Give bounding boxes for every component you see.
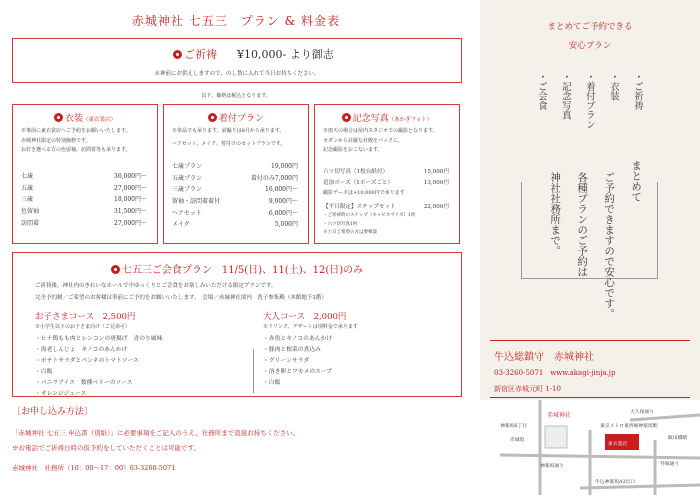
- plan-heading: まとめてご予約できる 安心プラン: [547, 22, 633, 51]
- price-row: 五歳 27,000円～: [21, 184, 147, 192]
- message-line: 神社社務所まで。: [549, 172, 562, 256]
- dressing-notes: [172, 127, 302, 149]
- costume-box: [12, 104, 158, 244]
- kids-course-note: ※小学生以下のお子さま向け（ご兄弟可）: [35, 324, 131, 330]
- apply-instruction: 「赤城神社 七五三 申込書（別紙）」に必要事項をご記入のうえ、社務所まで直接お持ちください。: [12, 429, 300, 437]
- shrine-mark-icon: [111, 265, 120, 274]
- map-roads: [480, 400, 700, 495]
- party-plan-box: [12, 252, 462, 397]
- dressing-price-list: [172, 161, 298, 231]
- price-row: 撮影データは+10,000円で承ります: [323, 189, 405, 196]
- price-row: 五歳プラン 着付のみ7,000円: [172, 174, 298, 182]
- plan-item: ・ご祈祷: [631, 72, 643, 110]
- info-panel: [480, 0, 700, 495]
- photo-title: 記念写真: [352, 114, 389, 124]
- message-line: 各種プランのご予約は: [576, 172, 589, 277]
- kito-heading: [173, 46, 334, 62]
- menu-item: ・オレンジジュース: [35, 391, 87, 397]
- photo-heading: [315, 111, 459, 124]
- menu-item: ・ポテトサラダとペンネのトマトソース: [35, 358, 139, 364]
- apply-phone-note: ※お電話でご祈祷日時の仮予約をしていただくことは可能です。: [12, 444, 200, 452]
- shrine-contact: 03-3260-5071 www.akagi-jinja.jp: [494, 369, 616, 377]
- costume-title: 衣装: [64, 114, 83, 124]
- adult-course-menu: [263, 334, 332, 389]
- map-label: 飯田橋駅: [668, 436, 688, 441]
- shrine-address: 新宿区赤城元町 1-10: [494, 385, 561, 393]
- price-row: 七歳プラン 19,000円: [172, 163, 298, 170]
- map-label: 外堀通り: [660, 462, 680, 467]
- divider: [490, 340, 690, 341]
- adult-course-note: ※ドリンク、デザートは別料金で承ります: [263, 324, 358, 330]
- map-label: 牛込神楽坂A3出口: [595, 480, 636, 485]
- menu-item: ・バニラアイス 数種ベリーのソース: [35, 380, 133, 386]
- party-description: ご祈祷後、神社内のきれいなホールで中ゆっくりとご会食をお楽しみいただける限定プランです。 完全予約制／ご希望のお客様は事前にご予約をお願いいたします。 会場／赤城神社境内 洗子参集殿（本館地下1階）: [35, 283, 327, 302]
- course-divider: [253, 349, 254, 393]
- limited-notes: ・ご祈祷時のスナップ（キャビネサイズ）1枚 ・六ツ切写真1枚 ※土日ご希望の方は要相談: [323, 213, 416, 235]
- kito-label: ご祈祷: [184, 48, 217, 61]
- divider: [490, 397, 690, 398]
- shrine-name: 牛込総鎮守 赤城神社: [494, 352, 594, 363]
- menu-item: ・海老しんじょ キノコのあんかけ: [35, 347, 128, 353]
- photo-box: [314, 104, 460, 244]
- price-row: 色留袖 31,500円～: [21, 208, 147, 216]
- costume-notes: [21, 127, 151, 156]
- price-row: ヘアセット 6,000円～: [172, 209, 298, 217]
- dressing-heading: [164, 111, 308, 124]
- photo-note: セダンから荘厳な社殿をバックに、: [323, 137, 404, 144]
- menu-item: ・グリーンサラダ: [263, 358, 310, 364]
- message-line: ご予約できますので安心です。: [603, 172, 616, 319]
- party-heading: [13, 261, 461, 276]
- map-label: 東衣裳店: [608, 442, 628, 447]
- plan-item: ・ご会食: [535, 72, 547, 110]
- limited-row: 【平日限定】ステップセット 22,000円: [323, 203, 449, 210]
- map-label: 神楽坂通り: [540, 464, 564, 469]
- menu-item: ・豚肉と根菜の煮込み: [263, 347, 321, 353]
- tax-note: 以下、価格は税込となります。: [201, 93, 271, 99]
- photo-notes: [323, 127, 453, 156]
- dressing-box: [163, 104, 309, 244]
- costume-note: お好き選べる方の色留袖、訪問着等も承ります。: [21, 147, 131, 153]
- menu-item: ・白飯: [263, 380, 281, 386]
- message-line: まとめて: [630, 160, 643, 202]
- dressing-note: ※単品でも承ります。前撮りは8月から承ります。: [172, 128, 285, 134]
- photo-subtitle: （あかぎフォト）: [388, 117, 433, 123]
- map-label: 東京メトロ東西線神楽坂駅: [600, 424, 658, 429]
- dressing-note: ヘアセット、メイク、着付けのセットプランです。: [172, 140, 286, 147]
- price-row: 六ツ切写真（1枚台紙付） 15,000円: [323, 169, 449, 175]
- plan-item: ・着付プラン: [583, 72, 595, 129]
- price-row: メイク 5,000円: [172, 221, 298, 229]
- adult-course-title: 大人コース 2,000円: [263, 312, 347, 322]
- apply-office-contact: 赤城神社 社務所（10：00～17：00）03-3260-5071: [12, 464, 176, 472]
- photo-note: 記念撮影をおこないます。: [323, 147, 383, 153]
- menu-item: ・白飯: [35, 369, 53, 375]
- price-row: 七歳 36,000円～: [21, 173, 147, 180]
- shrine-mark-icon: [342, 113, 351, 122]
- price-row: 留袖・訪問着着付 9,000円～: [172, 198, 298, 206]
- plan-item: ・記念写真: [559, 72, 571, 120]
- costume-note: 赤城神社限定の特別価格です。: [21, 137, 91, 144]
- plan-item: ・衣装: [607, 72, 619, 101]
- map-label: 赤城坂: [510, 438, 525, 443]
- dressing-title: 着付プラン: [218, 114, 264, 124]
- costume-price-list: [21, 171, 147, 229]
- menu-item: ・ヒナ鶏もも肉とレンコンの唐揚げ 青のり風味: [35, 336, 163, 342]
- map-label: 神楽坂6丁目: [500, 424, 528, 429]
- price-row: 追加ポーズ（1ポーズごと） 13,000円: [323, 179, 449, 186]
- costume-subtitle: （東衣裳店）: [83, 117, 117, 123]
- menu-item: ・溶き卵とワカメのスープ: [263, 369, 332, 375]
- costume-note: ※事前に東衣裳店へご予約をお願いいたします。: [21, 128, 131, 134]
- party-title: 七五三ご会食プラン 11/5(日)、11(土)、12(日)のみ: [121, 265, 364, 276]
- shrine-mark-icon: [54, 113, 63, 122]
- price-row: 三歳プラン 16,000円～: [172, 186, 298, 194]
- menu-item: ・赤魚とキノコのあんかけ: [263, 336, 333, 342]
- kids-course-title: お子さまコース 2,500円: [35, 312, 136, 322]
- apply-heading: 〔お申し込み方法〕: [12, 407, 94, 417]
- price-row: 三歳 18,000円～: [21, 196, 147, 204]
- map-shrine-label: 赤城神社: [547, 412, 572, 419]
- shrine-mark-icon: [173, 50, 182, 59]
- costume-heading: [13, 111, 157, 124]
- kito-note: ※神前にお供えしますので、のし袋に入れて当日お持ちください。: [154, 71, 320, 77]
- page-title: 赤城神社 七五三 プラン & 料金表: [131, 14, 341, 28]
- kids-course-menu: [35, 334, 162, 400]
- price-row: 訪問着 27,000円～: [21, 219, 147, 227]
- shrine-mark-icon: [208, 113, 217, 122]
- photo-price-list: [323, 167, 449, 237]
- access-map: [480, 400, 700, 495]
- photo-note: ※雨天の場合は屋内スタジオでの撮影となります。: [323, 128, 438, 134]
- map-label: 大久保通り: [630, 410, 654, 415]
- kito-box: [12, 38, 462, 83]
- kito-price: ¥10,000- より御志: [237, 48, 334, 61]
